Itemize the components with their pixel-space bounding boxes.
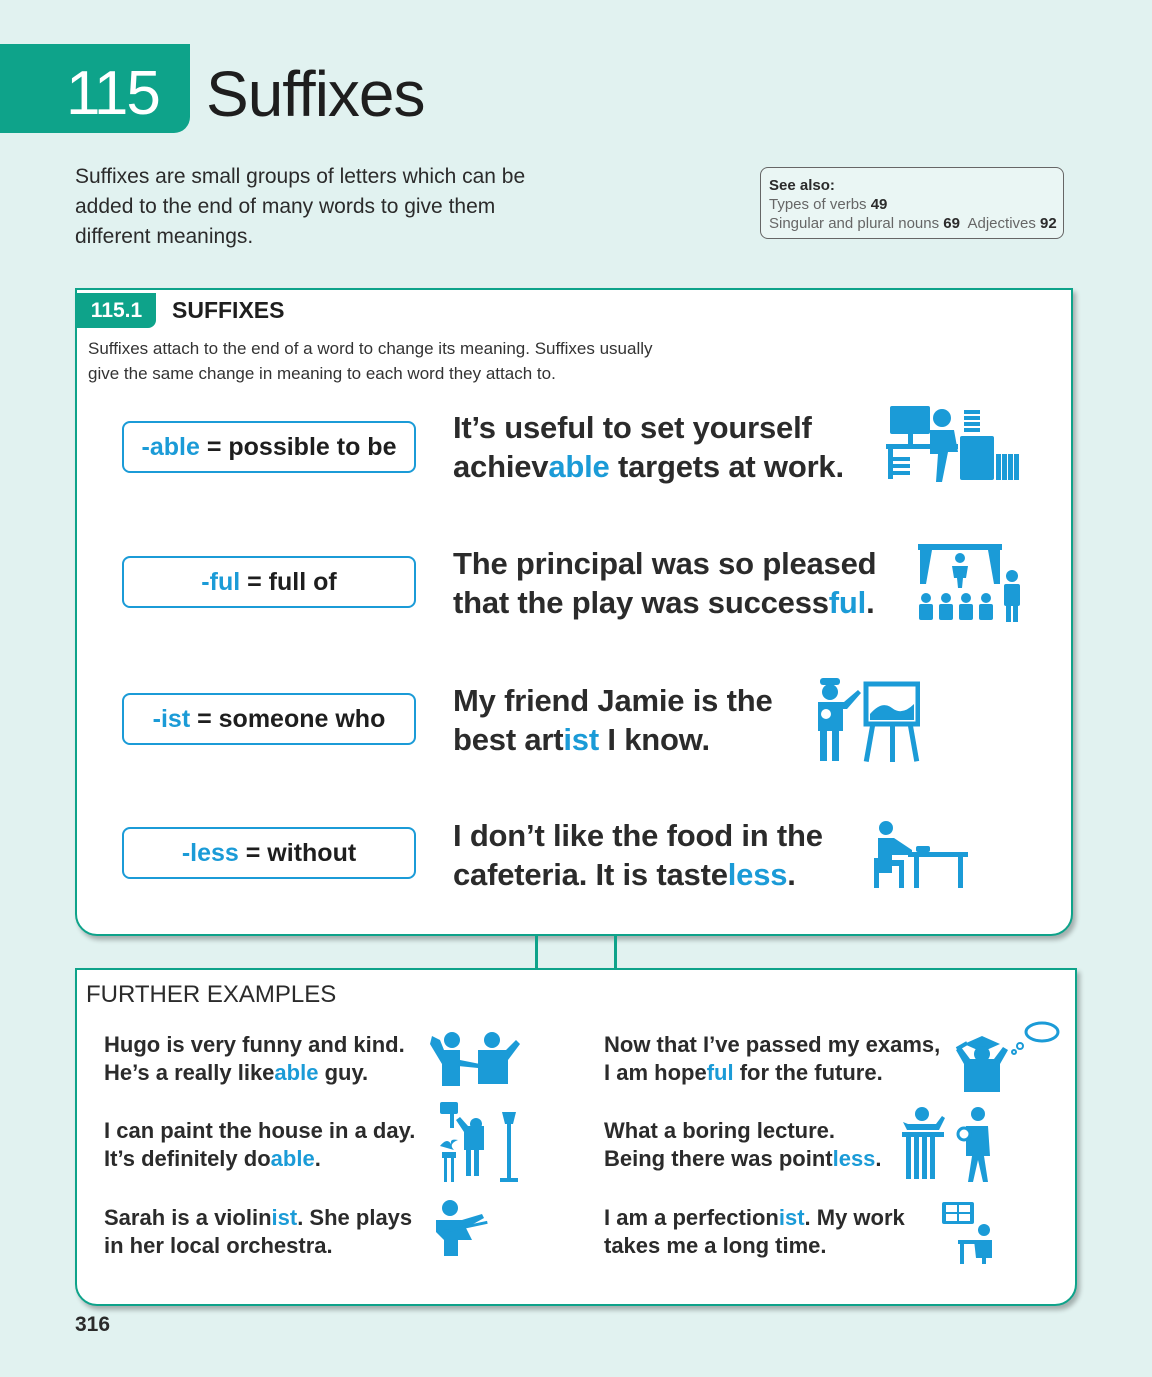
chapter-number: 115	[66, 59, 159, 128]
suffix-box-ful	[122, 556, 416, 608]
suffix: -able	[141, 433, 200, 461]
house-painter-icon	[436, 1098, 520, 1184]
further-example: Sarah is a violinist. She plays in her local orchestra.	[104, 1205, 413, 1258]
suffix: -less	[181, 839, 239, 867]
suffix: -ful	[201, 568, 241, 596]
graduate-thinking-icon	[954, 1020, 1062, 1094]
further-example: I can paint the house in a day. It’s definitely doable.	[104, 1118, 416, 1171]
suffix-box-ist	[122, 693, 416, 745]
friends-icon	[430, 1030, 522, 1088]
violinist-icon	[424, 1200, 490, 1258]
page-title: Suffixes	[206, 58, 425, 130]
see-also-line-1	[769, 195, 1063, 214]
sentence-line-1: The principal was so pleased	[453, 546, 877, 581]
panel-connector	[535, 936, 538, 970]
sentence-line-1: My friend Jamie is the	[453, 683, 773, 718]
painter-easel-icon	[810, 674, 920, 764]
see-also-line-2	[769, 214, 1063, 233]
section-description: Suffixes attach to the end of a word to change its meaning. Suffixes usually give the same change in meaning to each word they attach to.	[88, 339, 653, 383]
sentence-line-2: best artist I know.	[453, 722, 710, 757]
further-example: Hugo is very funny and kind. He’s a really likeable guy.	[104, 1032, 405, 1085]
office-worker-desk-icon	[884, 402, 1024, 488]
example-sentence	[453, 544, 893, 622]
suffix-meaning: = someone who	[197, 705, 386, 733]
suffix-meaning: = without	[245, 839, 357, 867]
see-also-link-nouns[interactable]: Singular and plural nouns	[769, 215, 940, 232]
theater-audience-icon	[916, 542, 1026, 624]
see-also-page: 49	[870, 196, 888, 213]
example-sentence	[453, 408, 893, 486]
sentence-line-2: cafeteria. It is tasteless.	[453, 857, 796, 892]
sentence-line-1: It’s useful to set yourself	[453, 410, 812, 445]
further-example: Now that I’ve passed my exams, I am hopeful for the future.	[604, 1032, 941, 1085]
sentence-line-2: achievable targets at work.	[453, 449, 844, 484]
suffix-meaning: = full of	[247, 568, 337, 596]
page-number: 316	[75, 1313, 111, 1336]
example-sentence	[453, 816, 893, 894]
sentence-line-2: that the play was successful.	[453, 585, 875, 620]
see-also-page: 69	[943, 215, 960, 232]
suffix-box-less	[122, 827, 416, 879]
see-also-page: 92	[1040, 215, 1057, 232]
further-examples-heading: FURTHER EXAMPLES	[86, 981, 337, 1008]
computer-worker-icon	[940, 1200, 996, 1266]
sentence-line-1: I don’t like the food in the	[453, 818, 823, 853]
further-example: What a boring lecture. Being there was pointless.	[604, 1118, 882, 1171]
panel-connector	[614, 936, 617, 970]
intro-text: Suffixes are small groups of letters which can be added to the end of many words to give them different meanings.	[75, 165, 526, 248]
see-also-box	[760, 167, 1064, 239]
further-example: I am a perfectionist. My work takes me a long time.	[604, 1205, 905, 1258]
see-also-link-types-of-verbs[interactable]: Types of verbs	[769, 196, 867, 213]
section-title: SUFFIXES	[172, 297, 285, 323]
see-also-heading: See also:	[769, 177, 835, 194]
suffix: -ist	[152, 705, 191, 733]
person-eating-table-icon	[872, 820, 972, 890]
see-also-link-adjectives[interactable]: Adjectives	[967, 215, 1036, 232]
lecturer-student-icon	[900, 1104, 994, 1184]
suffix-box-able	[122, 421, 416, 473]
suffix-meaning: = possible to be	[206, 433, 397, 461]
section-number: 115.1	[77, 293, 156, 328]
